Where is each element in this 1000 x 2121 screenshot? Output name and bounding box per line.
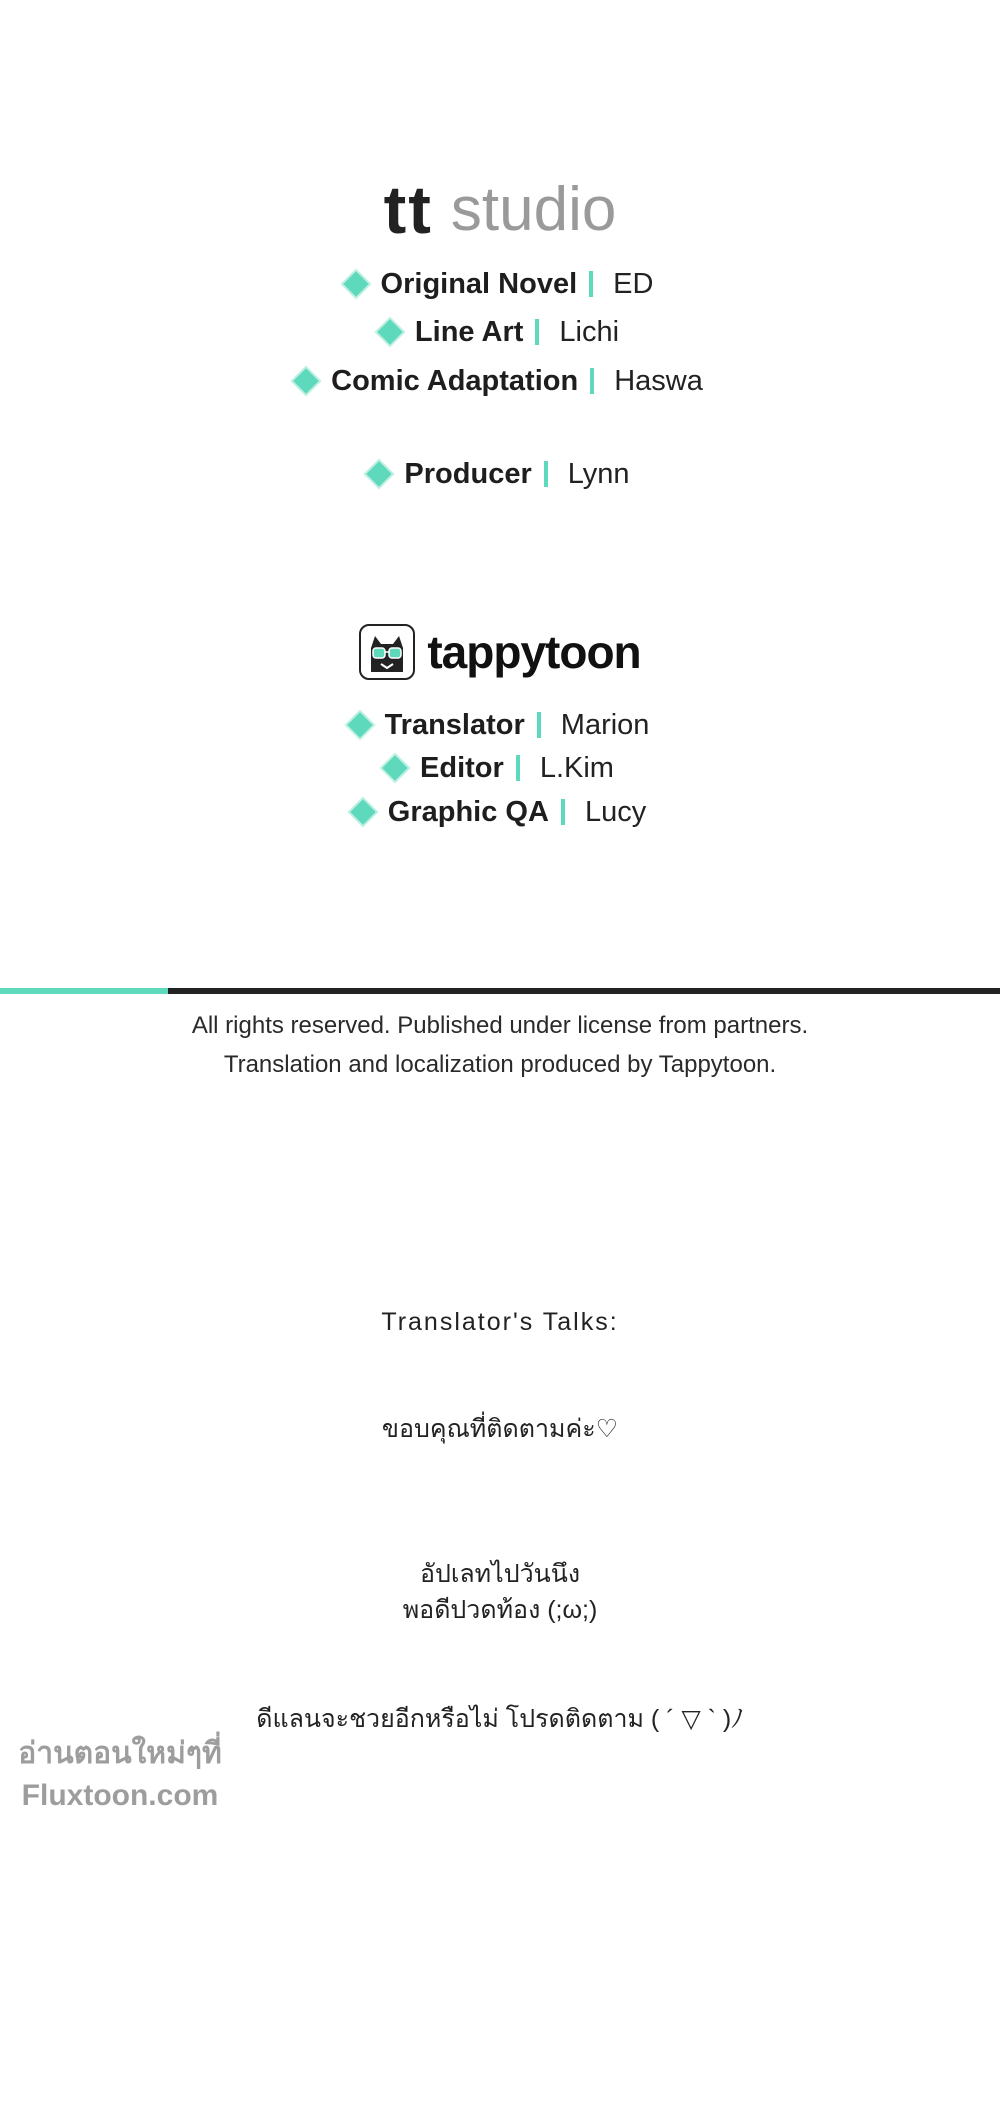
- credit-original-novel: [0, 264, 1000, 304]
- tappytoon-wordmark: tappytoon: [427, 626, 641, 678]
- diamond-bullet-icon: [377, 319, 402, 344]
- credit-producer: [0, 454, 1000, 494]
- talks-title: Translator's Talks:: [381, 1308, 619, 1336]
- watermark-line-1: อ่านตอนใหม่ๆที่: [18, 1737, 222, 1770]
- credit-role: Comic Adaptation: [331, 365, 579, 397]
- credit-separator: [516, 755, 520, 781]
- rights-line-2: Translation and localization produced by Tappytoon.: [223, 1051, 777, 1078]
- credit-name: Lynn: [567, 458, 630, 490]
- diamond-bullet-icon: [367, 461, 392, 486]
- diamond-bullet-icon: [343, 271, 368, 296]
- talks-update-line-1: อัปเลทไปวันนึง: [419, 1560, 581, 1588]
- credit-name: Lucy: [584, 796, 647, 828]
- watermark-line-2: Fluxtoon.com: [21, 1779, 219, 1812]
- divider-accent: [0, 988, 168, 994]
- talks-closing: ดีแลนจะชวยอีกหรือไม่ โปรดติดตาม ( ´ ▽ ` )ﾉ: [256, 1705, 744, 1733]
- credit-name: Haswa: [614, 365, 703, 397]
- talks-thanks: ขอบคุณที่ติดตามค่ะ♡: [381, 1415, 619, 1443]
- credit-name: L.Kim: [539, 752, 614, 784]
- tt-studio-logo: [0, 170, 1000, 250]
- credit-role: Graphic QA: [387, 796, 549, 828]
- diamond-bullet-icon: [293, 368, 318, 393]
- credit-editor: [0, 748, 1000, 788]
- divider-line: [168, 988, 1000, 994]
- credit-name: ED: [613, 268, 654, 300]
- diamond-bullet-icon: [382, 755, 407, 780]
- logo-tt-text: tt: [383, 172, 433, 248]
- credit-separator: [537, 712, 541, 738]
- tappytoon-logo: [0, 620, 1000, 684]
- credit-separator: [589, 271, 593, 297]
- credit-name: Marion: [560, 709, 650, 741]
- diamond-bullet-icon: [347, 712, 372, 737]
- logo-studio-text: studio: [450, 175, 617, 244]
- credit-role: Translator: [384, 709, 525, 741]
- credit-comic-adaptation: [0, 361, 1000, 401]
- talks-update-line-2: พอดีปวดท้อง (;ω;): [402, 1596, 598, 1624]
- diamond-bullet-icon: [350, 799, 375, 824]
- credit-separator: [535, 319, 539, 345]
- credit-translator: [0, 705, 1000, 745]
- credit-role: Producer: [404, 458, 532, 490]
- credit-line-art: [0, 312, 1000, 352]
- credit-separator: [590, 368, 594, 394]
- rights-line-1: All rights reserved. Published under license from partners.: [191, 1012, 809, 1039]
- credit-role: Editor: [420, 752, 504, 784]
- cat-with-glasses-icon: [359, 624, 415, 680]
- credit-role: Line Art: [414, 316, 524, 348]
- credit-name: Lichi: [559, 316, 620, 348]
- credit-separator: [561, 799, 565, 825]
- credit-role: Original Novel: [380, 268, 578, 300]
- credit-graphic-qa: [0, 792, 1000, 832]
- credit-separator: [544, 461, 548, 487]
